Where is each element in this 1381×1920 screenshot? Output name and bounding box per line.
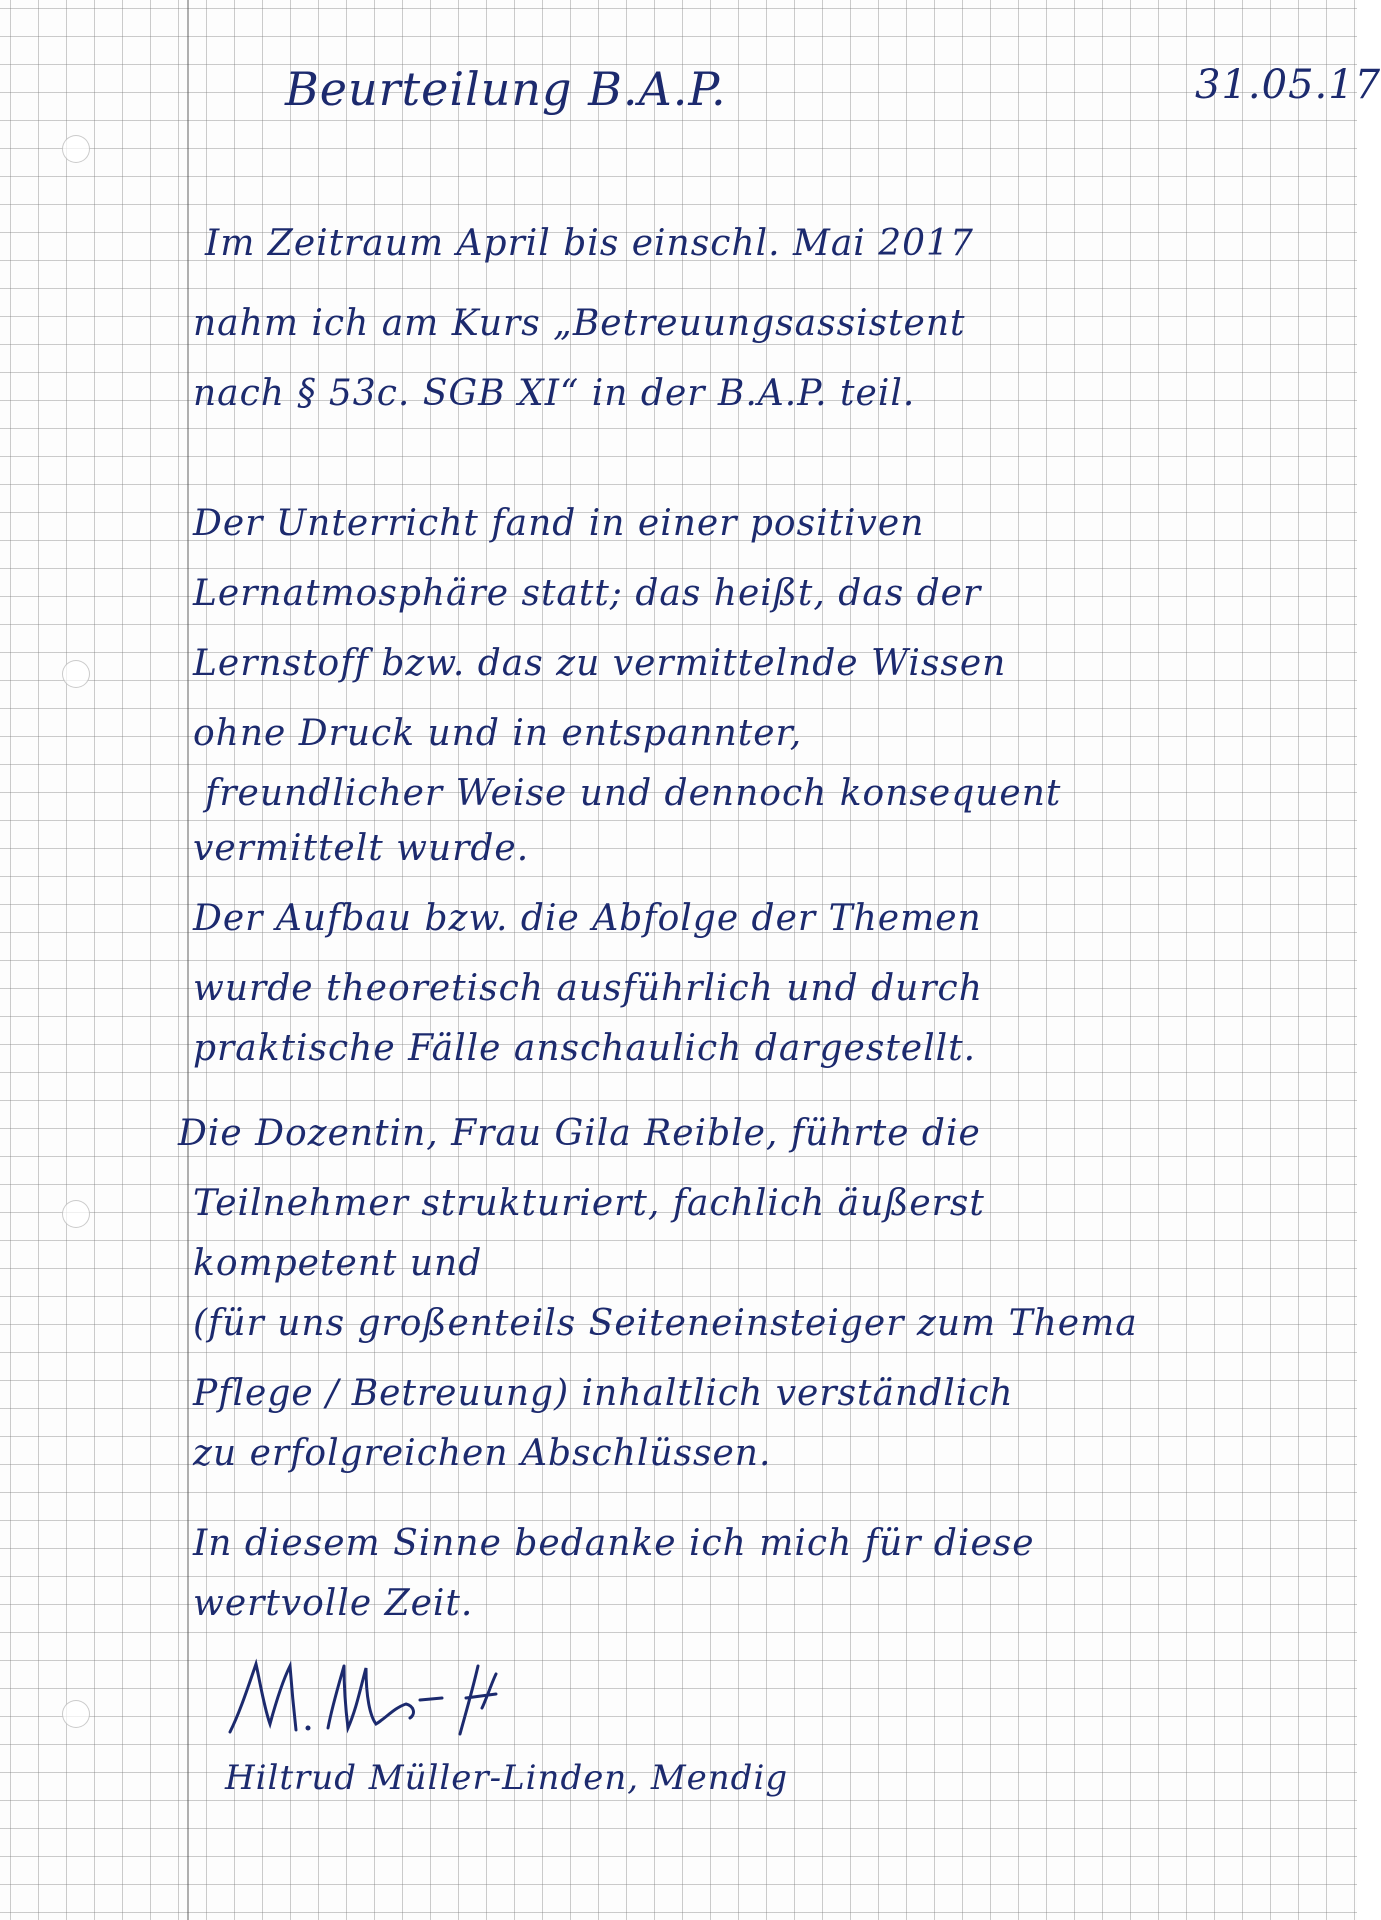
text-line: In diesem Sinne bedanke ich mich für diese	[193, 1523, 1035, 1564]
text-line: nahm ich am Kurs „Betreuungsassistent	[193, 303, 966, 344]
punch-hole	[62, 1200, 90, 1228]
handwritten-signature	[220, 1652, 550, 1742]
text-line: vermittelt wurde.	[193, 828, 530, 869]
document-date: 31.05.17	[1195, 62, 1381, 108]
text-line: Die Dozentin, Frau Gila Reible, führte die	[178, 1113, 981, 1154]
text-line: praktische Fälle anschaulich dargestellt.	[193, 1028, 977, 1069]
text-line: Der Aufbau bzw. die Abfolge der Themen	[193, 898, 982, 939]
text-line: ohne Druck und in entspannter,	[193, 713, 803, 754]
text-line: Der Unterricht fand in einer positiven	[193, 503, 925, 544]
text-line: wurde theoretisch ausführlich und durch	[193, 968, 983, 1009]
text-line: wertvolle Zeit.	[193, 1583, 474, 1624]
text-line: kompetent und	[193, 1243, 483, 1284]
text-line: Pflege / Betreuung) inhaltlich verständlich	[193, 1373, 1014, 1414]
text-line: Im Zeitraum April bis einschl. Mai 2017	[205, 223, 974, 264]
text-line: Lernatmosphäre statt; das heißt, das der	[193, 573, 982, 614]
text-line: Teilnehmer strukturiert, fachlich äußerst	[193, 1183, 985, 1224]
punch-hole	[62, 135, 90, 163]
punch-hole	[62, 660, 90, 688]
margin-line	[187, 0, 189, 1920]
text-line: (für uns großenteils Seiteneinsteiger zum Thema	[193, 1303, 1138, 1344]
text-line: freundlicher Weise und dennoch konsequent	[205, 773, 1062, 814]
punch-hole	[62, 1700, 90, 1728]
text-line: zu erfolgreichen Abschlüssen.	[193, 1433, 772, 1474]
text-line: nach § 53c. SGB XI“ in der B.A.P. teil.	[193, 373, 916, 414]
signature-name-line: Hiltrud Müller-Linden, Mendig	[225, 1758, 789, 1798]
document-title: Beurteilung B.A.P.	[285, 62, 727, 116]
text-line: Lernstoff bzw. das zu vermittelnde Wissen	[193, 643, 1007, 684]
